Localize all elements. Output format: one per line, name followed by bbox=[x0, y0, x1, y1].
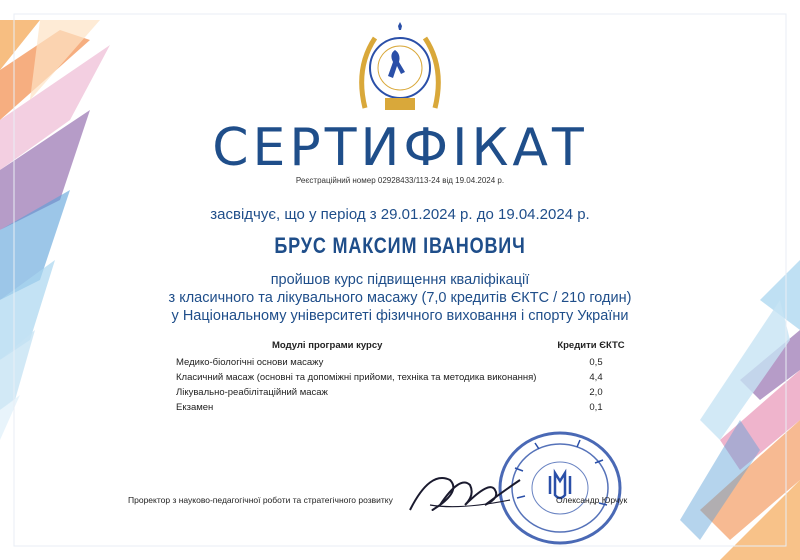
module-credits: 0,1 bbox=[589, 402, 603, 413]
recipient-name: БРУС МАКСИМ ІВАНОВИЧ bbox=[274, 233, 526, 258]
modules-header bbox=[176, 340, 625, 351]
modules-header-credits: Кредити ЄКТС bbox=[557, 340, 625, 351]
signature-icon bbox=[400, 455, 540, 525]
modules-table bbox=[176, 340, 625, 417]
certificate-period: засвідчує, що у період з 29.01.2024 р. до 19.04.2024 р. bbox=[210, 206, 590, 223]
course-line: з класичного та лікувального масажу (7,0 кредитів ЄКТС / 210 годин) bbox=[168, 290, 632, 306]
module-name: Екзамен bbox=[176, 402, 214, 413]
module-row bbox=[176, 387, 616, 402]
module-name: Класичний масаж (основні та допоміжні прийоми, техніка та методика виконання) bbox=[176, 372, 537, 383]
signatory-position: Проректор з науково-педагогічної роботи та стратегічного розвитку bbox=[128, 495, 393, 505]
module-row bbox=[176, 402, 616, 417]
module-credits: 0,5 bbox=[589, 357, 603, 368]
signatory-name: Олександр Юрчук bbox=[556, 495, 628, 505]
module-row bbox=[176, 372, 616, 387]
module-row bbox=[176, 357, 616, 372]
modules-header-name: Модулі програми курсу bbox=[272, 340, 383, 351]
course-description bbox=[0, 271, 800, 325]
university-emblem-icon bbox=[355, 18, 445, 128]
course-line: пройшов курс підвищення кваліфікації bbox=[270, 272, 530, 288]
registration-number: Реєстраційний номер 02928433/113-24 від 19.04.2024 р. bbox=[295, 176, 505, 185]
module-credits: 2,0 bbox=[589, 387, 603, 398]
module-name: Медико-біологічні основи масажу bbox=[176, 357, 324, 368]
module-name: Лікувально-реабілітаційний масаж bbox=[176, 387, 328, 398]
course-line: у Національному університеті фізичного виховання і спорту України bbox=[171, 308, 629, 324]
module-credits: 4,4 bbox=[589, 372, 603, 383]
certificate-title: СЕРТИФІКАТ bbox=[212, 118, 588, 178]
